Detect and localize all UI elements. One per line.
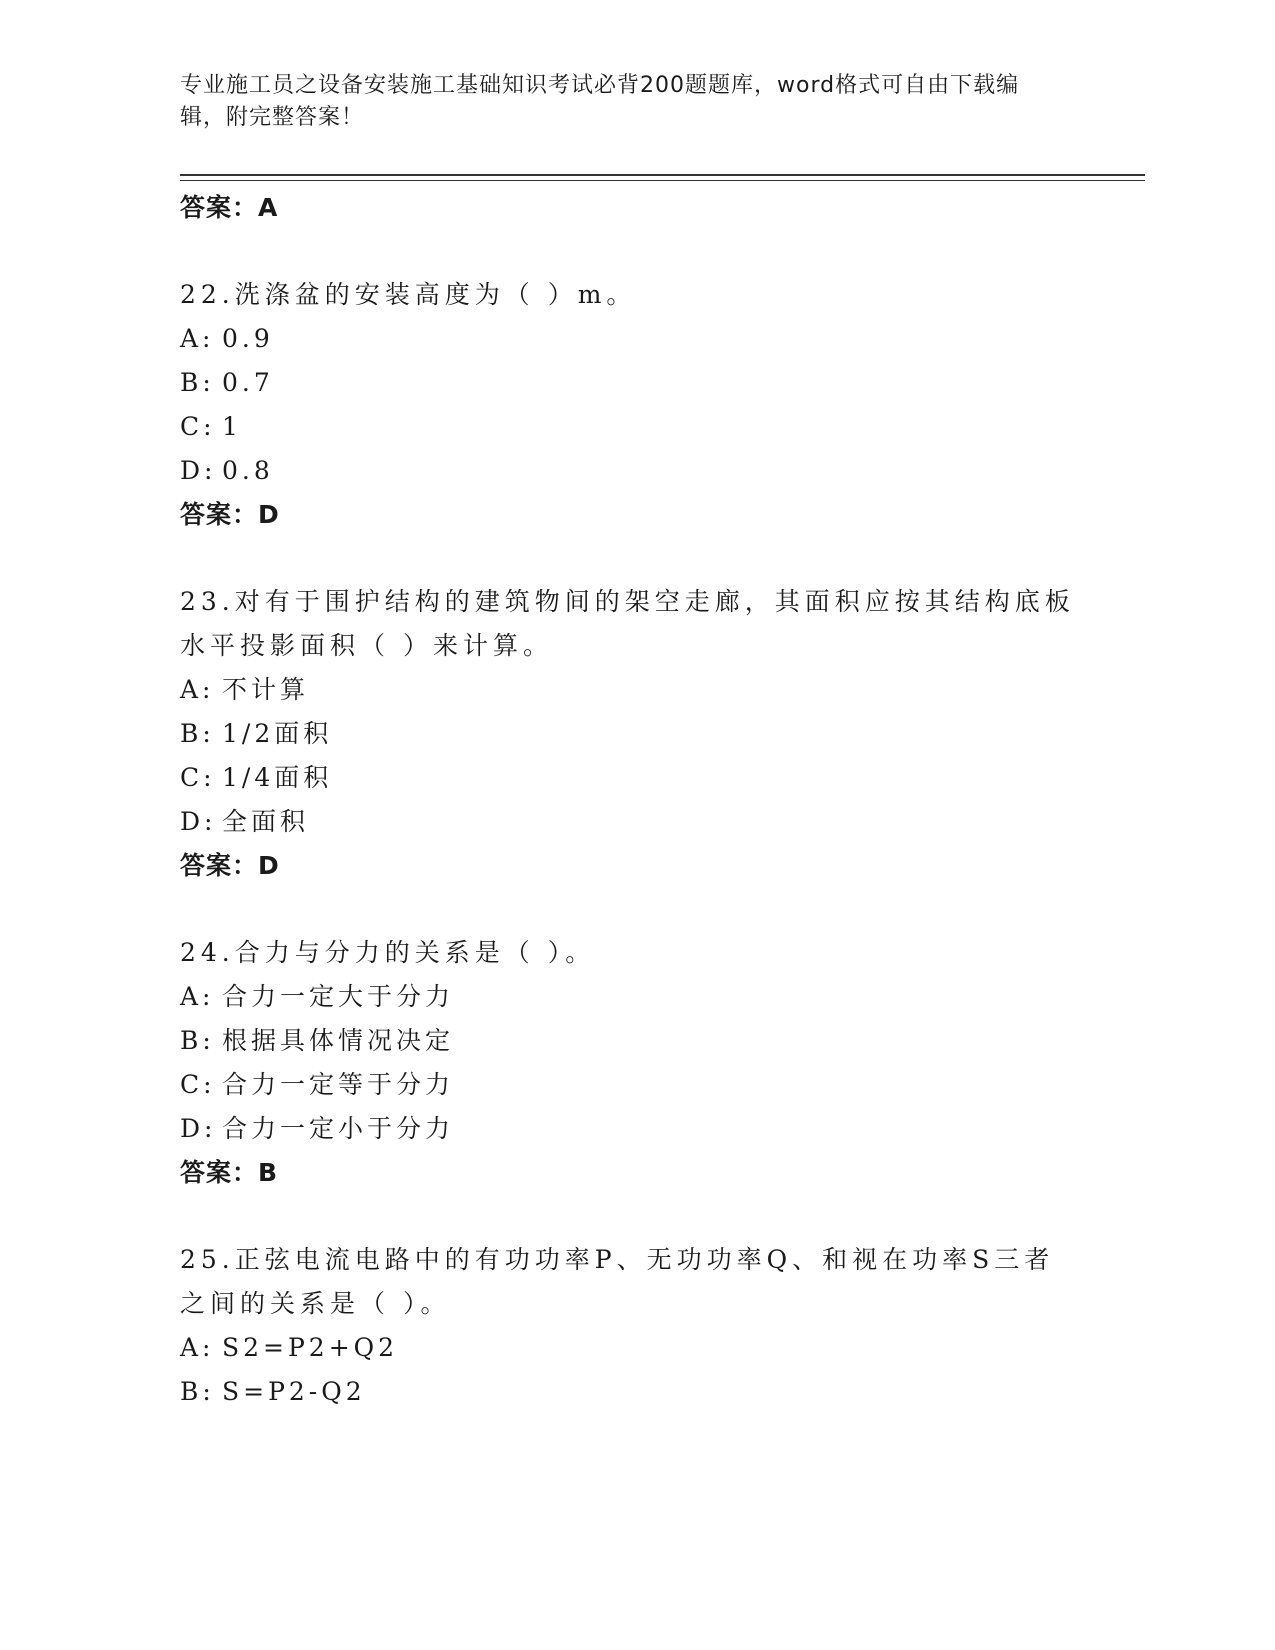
answer-line: 答案：B [180,1158,279,1187]
option-label: A: [180,675,215,704]
option-value: S=P2-Q2 [222,1377,366,1406]
spacer [180,888,1080,931]
option-label: B: [180,1377,215,1406]
option-label: A: [180,324,215,353]
question-block [180,273,1080,537]
option-d [180,449,1080,493]
answer-line: 答案：A [180,193,279,222]
answer-line: 答案：D [180,500,280,529]
option-value: 全面积 [222,807,310,836]
option-b [180,1370,1080,1414]
option-label: A: [180,1333,215,1362]
option-value: 合力一定大于分力 [222,982,455,1011]
option-b [180,361,1080,405]
question-block [180,1238,1080,1414]
option-value: 0.9 [222,324,274,353]
header-divider-thin [180,180,1145,181]
option-a [180,975,1080,1019]
option-label: B: [180,1026,215,1055]
option-value: 1 [222,412,242,441]
option-label: D: [180,1114,217,1143]
question-block [180,580,1080,888]
option-d [180,1107,1080,1151]
option-label: B: [180,368,215,397]
answer-line: 答案：D [180,851,280,880]
option-label: C: [180,1070,216,1099]
option-a [180,317,1080,361]
option-label: D: [180,456,217,485]
spacer [180,537,1080,580]
option-b [180,1019,1080,1063]
option-label: C: [180,763,216,792]
option-a [180,1326,1080,1370]
option-c [180,1063,1080,1107]
question-list [180,186,1080,1414]
option-value: 0.8 [222,456,274,485]
option-value: 1/2面积 [222,719,333,748]
option-label: B: [180,719,215,748]
option-d [180,800,1080,844]
question-text: 25.正弦电流电路中的有功功率P、无功功率Q、和视在功率S三者之间的关系是（ ）。 [180,1245,1055,1318]
option-value: 根据具体情况决定 [222,1026,455,1055]
spacer [180,1195,1080,1238]
spacer [180,230,1080,273]
option-label: C: [180,412,216,441]
header-divider-thick [180,174,1145,176]
option-c [180,405,1080,449]
question-text: 23.对有于围护结构的建筑物间的架空走廊，其面积应按其结构底板水平投影面积（ ）来计算。 [180,587,1075,660]
question-text: 22.洗涤盆的安装高度为（ ）m。 [180,280,637,309]
option-label: A: [180,982,215,1011]
option-c [180,756,1080,800]
option-b [180,712,1080,756]
question-text: 24.合力与分力的关系是（ ）。 [180,938,596,967]
option-label: D: [180,807,217,836]
option-value: 不计算 [222,675,310,704]
option-value: S2=P2+Q2 [222,1333,399,1362]
question-block [180,931,1080,1195]
option-value: 合力一定等于分力 [222,1070,455,1099]
option-value: 1/4面积 [222,763,333,792]
option-value: 合力一定小于分力 [222,1114,455,1143]
option-value: 0.7 [222,368,274,397]
option-a [180,668,1080,712]
document-header: 专业施工员之设备安装施工基础知识考试必背200题题库，word格式可自由下载编辑，附完整答案！ [180,73,1020,130]
